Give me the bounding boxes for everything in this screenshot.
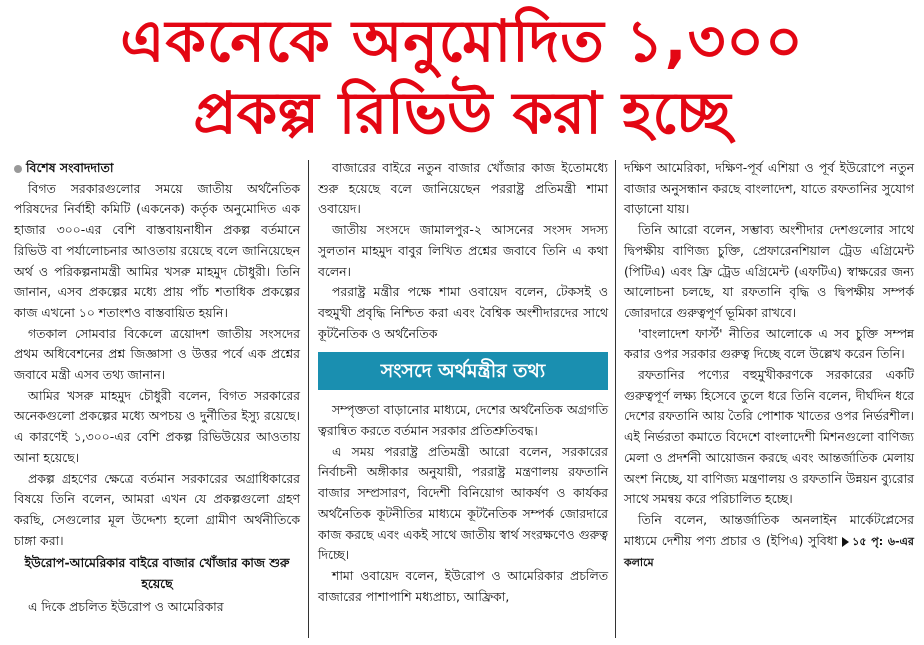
paragraph: দক্ষিণ আমেরিকা, দক্ষিণ-পূর্ব এশিয়া ও পূর্ব ইউরোপে নতুন বাজার অনুসন্ধান করছে বাংলাদেশ, যাতে রফতানির সুযোগ বাড়ানো যায়। [624,160,914,217]
paragraph: আমির খসরু মাহমুদ চৌধুরী বলেন, বিগত সরকারের অনেকগুলো প্রকল্পের মধ্যে অপচয় ও দুর্নীতির ইস্যু রয়েছে। এ কারণেই ১,৩০০-এর বেশি প্রকল্প রিভিউয়ের আওতায় আনা হয়েছে। [14,387,300,465]
paragraph: 'বাংলাদেশ ফার্স্ট' নীতির আলোকে এ সব চুক্তি সম্পন্ন করার ওপর সরকার গুরুত্ব দিচ্ছে বলে উল্লেখ করেন তিনি। [624,325,914,362]
paragraph: এ দিকে প্রচলিত ইউরোপ ও আমেরিকার [28,598,224,614]
headline-line-1: একনেকে অনুমোদিত ১,৩০০ [120,7,804,75]
paragraph: গতকাল সোমবার বিকেলে ত্রয়োদশ জাতীয় সংসদের প্রথম অধিবেশনের প্রশ্ন জিজ্ঞাসা ও উত্তর পর্বে এক প্রশ্নের জবাবে মন্ত্রী এসব তথ্য জানান। [14,325,300,383]
column-3 [624,158,914,574]
column-divider [615,160,616,638]
paragraph: সম্পৃক্ততা বাড়ানোর মাধ্যমে, দেশের অর্থনৈতিক অগ্রগতি ত্বরান্বিত করতে বর্তমান সরকার প্রতিশ্রুতিবদ্ধ। [318,402,608,439]
paragraph: বাজারের বাইরে নতুন বাজার খোঁজার কাজ ইতোমধ্যে শুরু হয়েছে বলে জানিয়েছেন পররাষ্ট্র প্রতিমন্ত্রী শামা ওবায়েদ। [318,160,608,217]
subheading: ইউরোপ-আমেরিকার বাইরে বাজার খোঁজার কাজ শুরু হয়েছে [24,555,290,592]
column-1 [14,158,300,617]
highlight-box: সংসদে অর্থমন্ত্রীর তথ্য [318,352,608,390]
paragraph: রফতানির পণ্যের বহুমুখীকরণকে সরকারের একটি গুরুত্বপূর্ণ লক্ষ্য হিসেবে তুলে ধরে তিনি বলেন, দীর্ঘদিন ধরে দেশের রফতানি আয় তৈরি পোশাক খাতের ওপর নির্ভরশীল। এই নির্ভরতা কমাতে বিদেশে বাংলাদেশী মিশনগুলো বাণিজ্য মেলা ও প্রদর্শনী আয়োজন করছে এবং আন্তর্জাতিক মেলায় অংশ নিচ্ছে, যা বাণিজ্য মন্ত্রণালয় ও রফতানি উন্নয়ন ব্যুরোর সাথে সমন্বয় করে পরিচালিত হচ্ছে। [624,367,914,507]
headline [0,0,924,150]
continued-note: ১৫ পৃ: ৬-এর কলামে [624,534,914,570]
paragraph: শামা ওবায়েদ বলেন, ইউরোপ ও আমেরিকার প্রচলিত বাজারের পাশাপাশি মধ্যপ্রাচ্য, আফ্রিকা, [318,567,608,604]
column-2 [318,158,608,607]
paragraph: জাতীয় সংসদে জামালপুর-২ আসনের সংসদ সদস্য সুলতান মাহমুদ বাবুর লিখিত প্রশ্নের জবাবে তিনি এ কথা বলেন। [318,222,608,279]
column-divider [308,160,309,638]
paragraph: তিনি বলেন, আন্তর্জাতিক অনলাইন মার্কেটপ্লেসের মাধ্যমে দেশীয় পণ্য প্রচার ও (ইপিএ) সুবিধা ১৫ পৃ: ৬-এর কলামে [624,511,914,570]
byline: বিশেষ সংবাদদাতা [14,158,300,179]
paragraph: পররাষ্ট্র মন্ত্রীর পক্ষে শামা ওবায়েদ বলেন, টেকসই ও বহুমুখী প্রবৃদ্ধি নিশ্চিত করা এবং বৈশ্বিক অংশীদারদের সাথে কূটনৈতিক ও অর্থনৈতিক [318,284,608,341]
arrow-right-icon [842,537,849,547]
paragraph: তিনি আরো বলেন, সম্ভাব্য অংশীদার দেশগুলোর সাথে দ্বিপক্ষীয় বাণিজ্য চুক্তি, প্রেফারেনশিয়াল ট্রেড এগ্রিমেন্ট (পিটিএ) এবং ফ্রি ট্রেড এগ্রিমেন্ট (এফটিএ) স্বাক্ষরের জন্য আলোচনা চলছে, যা রফতানি বৃদ্ধি ও দ্বিপক্ষীয় সম্পর্ক জোরদারে গুরুত্বপূর্ণ ভূমিকা রাখবে। [624,222,914,320]
headline-line-2: প্রকল্প রিভিউ করা হচ্ছে [193,79,731,147]
paragraph: বিগত সরকারগুলোর সময়ে জাতীয় অর্থনৈতিক পরিষদের নির্বাহী কমিটি (একনেক) কর্তৃক অনুমোদিত এক হাজার ৩০০-এর বেশি বাস্তবায়নাধীন প্রকল্প বর্তমানে রিভিউ বা পর্যালোচনার আওতায় রয়েছে বলে জানিয়েছেন অর্থ ও পরিকল্পনামন্ত্রী আমির খসরু মাহমুদ চৌধুরী। তিনি জানান, এসব প্রকল্পের মধ্যে প্রায় পাঁচ শতাধিক প্রকল্পের কাজ এখনো ১০ শতাংশও বাস্তবায়িত হয়নি। [14,180,300,320]
paragraph: এ সময় পররাষ্ট্র প্রতিমন্ত্রী আরো বলেন, সরকারের নির্বাচনী অঙ্গীকার অনুযায়ী, পররাষ্ট্র মন্ত্রণালয় রফতানি বাজার সম্প্রসারণ, বিদেশী বিনিয়োগ আকর্ষণ ও কার্যকর অর্থনৈতিক কূটনীতির মাধ্যমে কূটনৈতিক সম্পর্ক জোরদারে কাজ করছে এবং একই সাথে জাতীয় স্বার্থ সংরক্ষণেও গুরুত্ব দিচ্ছে। [318,443,608,563]
paragraph: প্রকল্প গ্রহণের ক্ষেত্রে বর্তমান সরকারের অগ্রাধিকারের বিষয়ে তিনি বলেন, আমরা এখন যে প্রকল্পগুলো গ্রহণ করছি, সেগুলোর মূল উদ্দেশ্য হলো গ্রামীণ অর্থনীতিকে চাঙ্গা করা। [14,470,300,548]
bullet-icon [14,165,22,173]
